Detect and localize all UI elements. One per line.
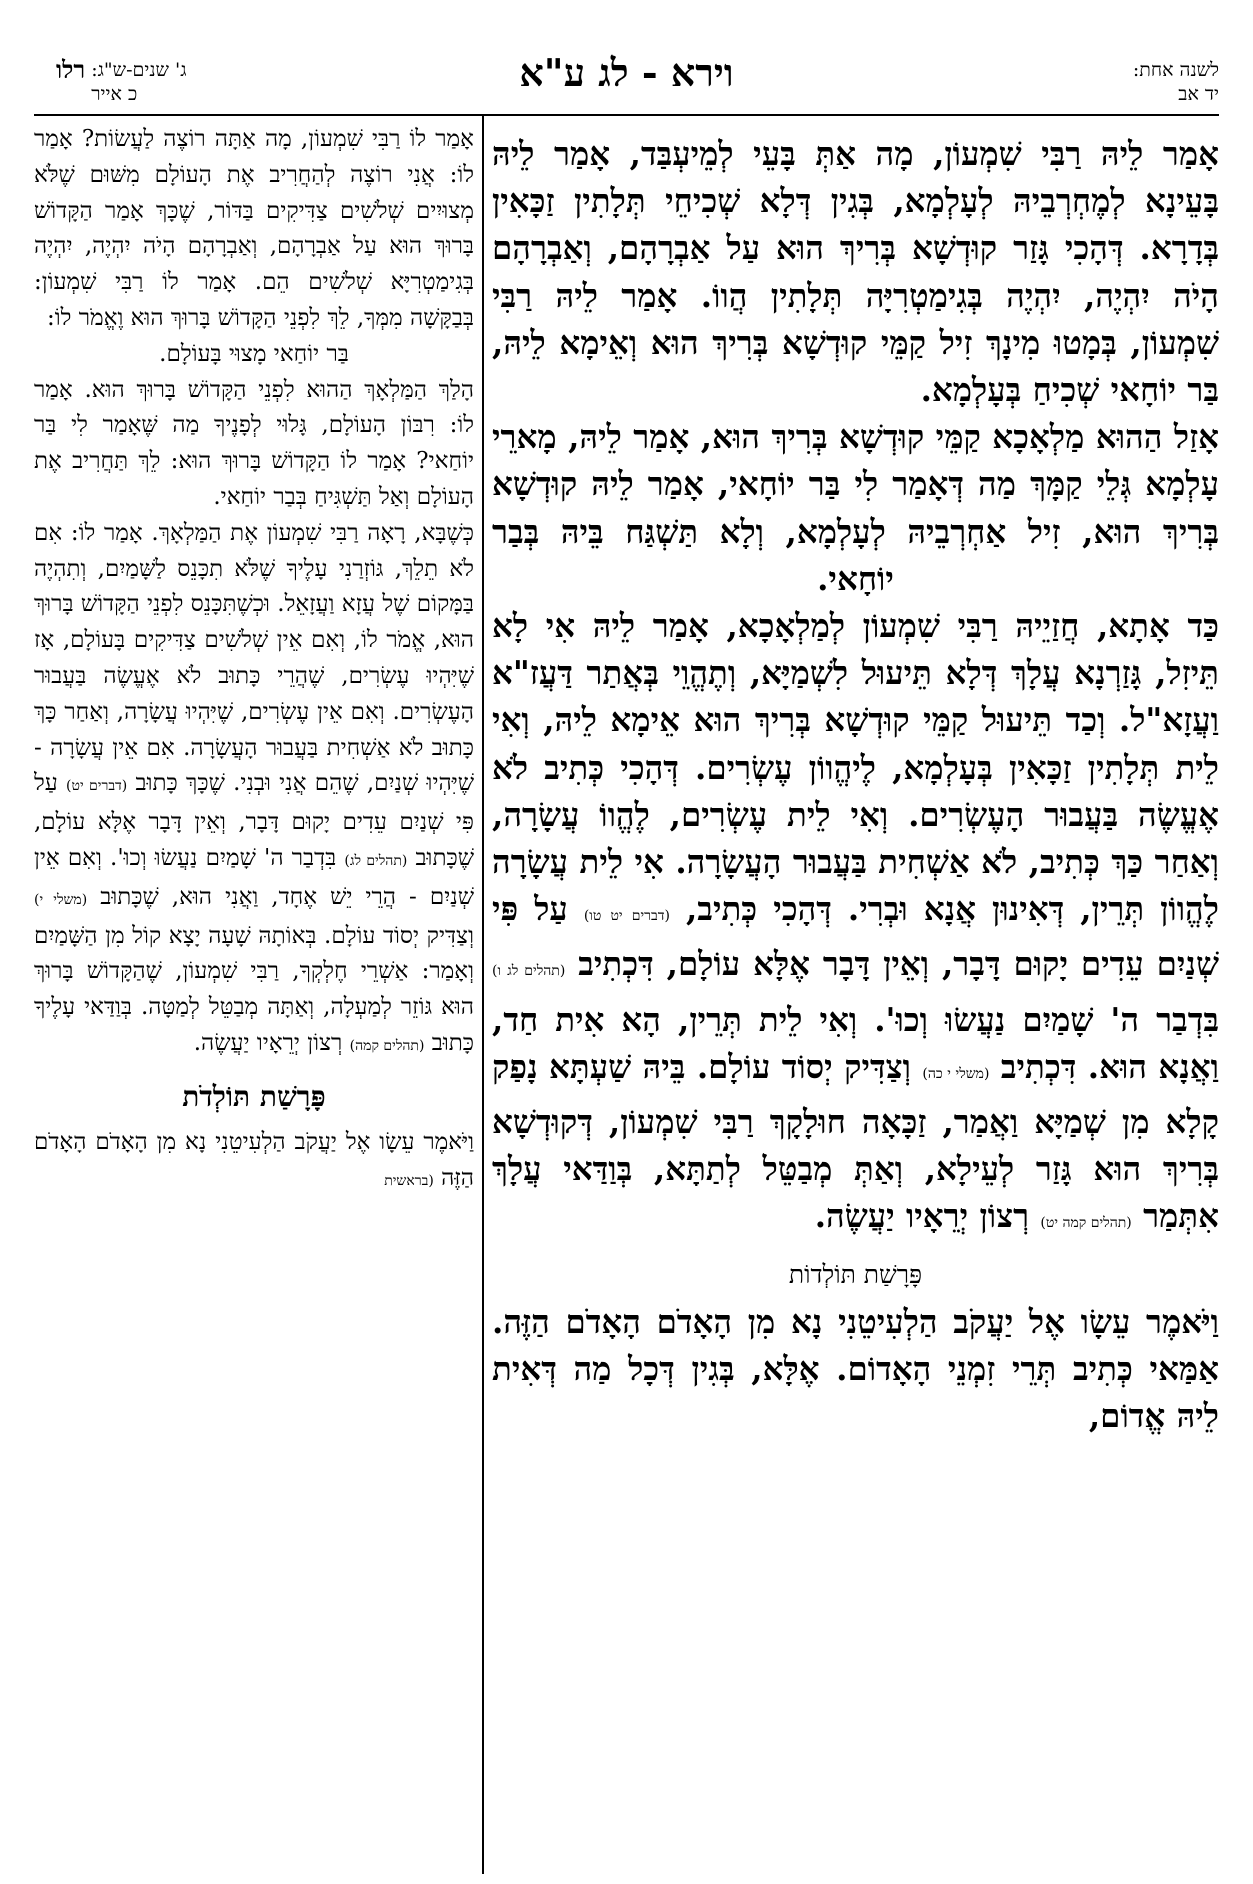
main-text-3e: רְצוֹן יְרֵאָיו יַעֲשֶׂה. — [814, 1196, 1030, 1236]
page-number: רלו — [56, 55, 86, 84]
page-meta — [34, 55, 187, 106]
main-text-3a: כַּד אָתָא, חֲזַיֵיהּ רַבִּי שִׁמְעוֹן לְמַלְאָכָא, אָמַר לֵיהּ אִי לָא תֵּיזִל, גָּזַרְנָא עֲלָךְ דְּלָא תֵּיעוּל לִשְׁמַיָּא, וְתֶהֱוֵי בְּאֲתַר דַּעֲז"א וַעֲזָא"ל. וְכַד תֵּיעוּל קַמֵּי קוּדְשָׁא בְּרִיךְ הוּא אֵימָא לֵיהּ, וְאִי לֵית תְּלָתִין זַכָּאִין בְּעָלְמָא, לֶיהֱווֹן עֶשְׂרִים. דְּהָכִי כְּתִיב לֹא אֶעֱשֶׂה בַּעֲבוּר הָעֶשְׂרִים. וְאִי לֵית עֶשְׂרִים, לֶהֱווֹ עֲשָׂרָה, וְאַחַר כַּךְ כְּתִיב, לֹא אַשְׁחִית בַּעֲבוּר הָעֲשָׂרָה. אִי לֵית עֲשָׂרָה לֶהֱווֹן תְּרֵין, דְּאִינוּן אֲנָא וּבְרִי. דְּהָכִי כְּתִיב, — [492, 606, 1219, 929]
side-citation-3: (משלי י) — [34, 891, 88, 908]
side-text-3e: רְצוֹן יְרֵאָיו יַעֲשֶׂה. — [193, 1029, 343, 1056]
side-paragraph-4 — [34, 1125, 474, 1200]
page-title: וירא - לג ע"א — [519, 50, 734, 95]
main-paragraph-3 — [492, 602, 1219, 1248]
side-text-3a: כְּשֶׁבָּא, רָאָה רַבִּי שִׁמְעוֹן אֶת הַמַּלְאָךְ. אָמַר לוֹ: אִם לֹא תֵלֵךְ, גּוֹזְרַנִי עָלֶיךָ שֶׁלֹּא תִכָּנֵס לַשָּׁמַיִם, וְתִהְיֶה בַּמָּקוֹם שֶׁל עֲזָא וַעֲזָאֵל. וּכְשֶׁתִּכָּנֵס לִפְנֵי הַקָּדוֹשׁ בָּרוּךְ הוּא, אֱמֹר לוֹ, וְאִם אֵין שְׁלֹשִׁים צַדִּיקִים בָּעוֹלָם, אָז שֶׁיִּהְיוּ עֶשְׂרִים, שֶׁהֲרֵי כָּתוּב לֹא אֶעֱשֶׂה בַּעֲבוּר הָעֶשְׂרִים. וְאִם אֵין עֶשְׂרִים, שֶׁיִּהְיוּ עֲשָׂרָה, וְאַחַר כָּךְ כָּתוּב לֹא אַשְׁחִית בַּעֲבוּר הָעֲשָׂרָה. אִם אֵין עֲשָׂרָה - שֶׁיִּהְיוּ שְׁנַיִם, שֶׁהֵם אֲנִי וּבְנִי. שֶׁכָּךְ כָּתוּב — [34, 519, 474, 797]
main-text-3c: בִּדְבַר ה' שָׁמַיִם נַעֲשׂוּ וְכוּ'. וְאִי לֵית תְּרֵין, הָא אִית חַד, וַאֲנָא הוּא. דִּכְתִיב — [492, 999, 1219, 1086]
side-text-4: וַיֹּאמֶר עֵשָׂו אֶל יַעֲקֹב הַלְעִיטֵנִי נָא מִן הָאָדֹם הָאָדֹם הַזֶּה — [34, 1128, 474, 1191]
page-header — [34, 50, 1219, 114]
three-year-cycle — [91, 58, 186, 106]
main-paragraph-1: אָמַר לֵיהּ רַבִּי שִׁמְעוֹן, מָה אַתְּ בָּעֵי לְמֵיעְבַּד, אָמַר לֵיהּ בָּעֵינָא לְמֶחְרְבֵיהּ לְעָלְמָא, בְּגִין דְּלָא שְׁכִיחֵי תְּלָתִין זַכָּאִין בְּדָרָא. דְּהָכִי גָּזַר קוּדְשָׁא בְּרִיךְ הוּא עַל אַבְרָהָם, וְאַבְרָהָם הָיֹה יִהְיֶה, יִהְיֶה בְּגִימַטְרִיָּה תְּלָתִין הֲווֹ. אָמַר לֵיהּ רַבִּי שִׁמְעוֹן, בְּמָטוּ מִינָךְ זִיל קַמֵּי קוּדְשָׁא בְּרִיךְ הוּא וְאֵימָא לֵיהּ, בַּר יוֹחָאי שְׁכִיחַ בְּעָלְמָא. — [492, 134, 1219, 410]
side-paragraph-3 — [34, 516, 474, 1065]
side-text-3c: בִּדְבַר ה' שָׁמַיִם נַעֲשׂוּ וְכוּ'. וְאִם אֵין שְׁנַיִם - הֲרֵי יֵשׁ אֶחָד, וַאֲנִי הוּא, שֶׁכָּתוּב — [34, 844, 474, 910]
side-text-3d: וְצַדִּיק יְסוֹד עוֹלָם. בְּאוֹתָהּ שָׁעָה יָצָא קוֹל מִן הַשָּׁמַיִם וְאָמַר: אַשְׁרֵי חֶלְקְךָ, רַבִּי שִׁמְעוֹן, שֶׁהַקָּדוֹשׁ בָּרוּךְ הוּא גּוֹזֵר לְמַעְלָה, וְאַתָּה מְבַטֵּל לְמַטָּה. בְּוַדַּאי עָלֶיךָ כָּתוּב — [34, 922, 474, 1056]
main-text-3b: עַל פִּי שְׁנַיִם עֵדִים יָקוּם דָּבָר, וְאֵין דָּבָר אֶלָּא עוֹלָם, דִּכְתִיב — [492, 889, 1219, 984]
side-text-3b: עַל פִּי שְׁנַיִם עֵדִים יָקוּם דָּבָר, וְאֵין דָּבָר אֶלָּא עוֹלָם, שֶׁכָּתוּב — [34, 770, 474, 871]
side-citation-1: (דברים יט) — [66, 778, 128, 795]
main-citation-1: (דברים יט טו) — [583, 908, 670, 925]
side-paragraph-1-end: בַּר יוֹחַאי מָצוּי בָּעוֹלָם. — [159, 340, 349, 367]
main-paragraph-4: וַיֹּאמֶר עֵשָׂו אֶל יַעֲקֹב הַלְעִיטֵנִי נָא מִן הָאָדֹם הָאָדֹם הַזֶּה. אַמַּאי כְּתִיב תְּרֵי זִמְנֵי הָאָדוֹם. אֶלָּא, בְּגִין דְּכָל מַה דְּאִית לֵיהּ אֱדוֹם, — [492, 1301, 1219, 1436]
three-year-date: כ אייר — [91, 83, 138, 105]
header-rule — [34, 114, 1219, 116]
main-paragraph-2: אָזַל הַהוּא מַלְאָכָא קַמֵּי קוּדְשָׁא בְּרִיךְ הוּא, אָמַר לֵיהּ, מָארֵי עָלְמָא גְּלֵי קַמָּךְ מַה דְּאָמַר לִי בַּר יוֹחָאי, אָמַר לֵיהּ קוּדְשָׁא בְּרִיךְ הוּא, זִיל אַחְרְבֵיהּ לְעָלְמָא, וְלָא תַּשְׁגַּח בֵּיהּ בְּבַר יוֹחָאי. — [492, 417, 1219, 598]
main-citation-2: (תהלים לג ו) — [492, 963, 566, 980]
one-year-date: יד אב — [1178, 83, 1219, 105]
three-year-cycle-label: ג' שנים-ש"ג: — [91, 59, 187, 81]
aramaic-column — [492, 118, 1219, 1874]
side-citation-4: (תהלים קמה) — [349, 1037, 425, 1054]
side-section-heading: פָּרָשַׁת תּוֹלְדֹת — [182, 1079, 326, 1113]
one-year-cycle: לשנה אחת: — [1132, 59, 1219, 81]
side-citation-2: (תהלים לג) — [344, 852, 408, 869]
side-paragraph-1: אָמַר לוֹ רַבִּי שִׁמְעוֹן, מָה אַתָּה רוֹצֶה לַעֲשׂוֹת? אָמַר לוֹ: אֲנִי רוֹצֶה לְהַחֲרִיב אֶת הָעוֹלָם מִשּׁוּם שֶׁלֹּא מְצוּיִים שְׁלֹשִׁים צַדִּיקִים בַּדּוֹר, שֶׁכָּךְ אָמַר הַקָּדוֹשׁ בָּרוּךְ הוּא עַל אַבְרָהָם, וְאַבְרָהָם הָיֹה יִהְיֶה, יִהְיֶה בְּגִימַטְרִיָּא שְׁלֹשִׁים הֵם. אָמַר לוֹ רַבִּי שִׁמְעוֹן: בְּבַקָּשָׁה מִמְּךָ, לֵךְ לִפְנֵי הַקָּדוֹשׁ בָּרוּךְ הוּא וֶאֱמֹר לוֹ: — [34, 126, 474, 331]
side-citation-5: (בראשית — [384, 1172, 434, 1189]
side-paragraph-2: הָלַךְ הַמַּלְאָךְ הַהוּא לִפְנֵי הַקָּדוֹשׁ בָּרוּךְ הוּא. אָמַר לוֹ: רִבּוֹן הָעוֹלָם, גָּלוּי לְפָנֶיךָ מַה שֶּׁאָמַר לִי בַּר יוֹחַאי? אָמַר לוֹ הַקָּדוֹשׁ בָּרוּךְ הוּא: לֵךְ תַּחֲרִיב אֶת הָעוֹלָם וְאַל תַּשְׁגִּיחַ בְּבַר יוֹחַאי. — [34, 376, 474, 510]
hebrew-translation-column — [34, 118, 474, 1874]
main-citation-4: (תהלים קמה יט) — [1040, 1215, 1132, 1232]
main-text-3d: וְצַדִּיק יְסוֹד עוֹלָם. בֵּיהּ שַׁעְתָּא נָפַק קָלָא מִן שְׁמַיָּא וַאֲמַר, זַכָּאָה חוּלָקָךְ רַבִּי שִׁמְעוֹן, דְּקוּדְשָׁא בְּרִיךְ הוּא גָּזַר לְעֵילָא, וְאַתְּ מְבַטֵּל לְתַתָּא, בְּוַדַּאי עֲלָךְ אִתְּמַר — [492, 1046, 1219, 1236]
column-divider — [482, 116, 484, 1874]
main-section-heading: פָּרָשַׁת תּוֹלְדוֹת — [788, 1259, 923, 1289]
main-citation-3: (משלי י כה) — [922, 1065, 990, 1082]
